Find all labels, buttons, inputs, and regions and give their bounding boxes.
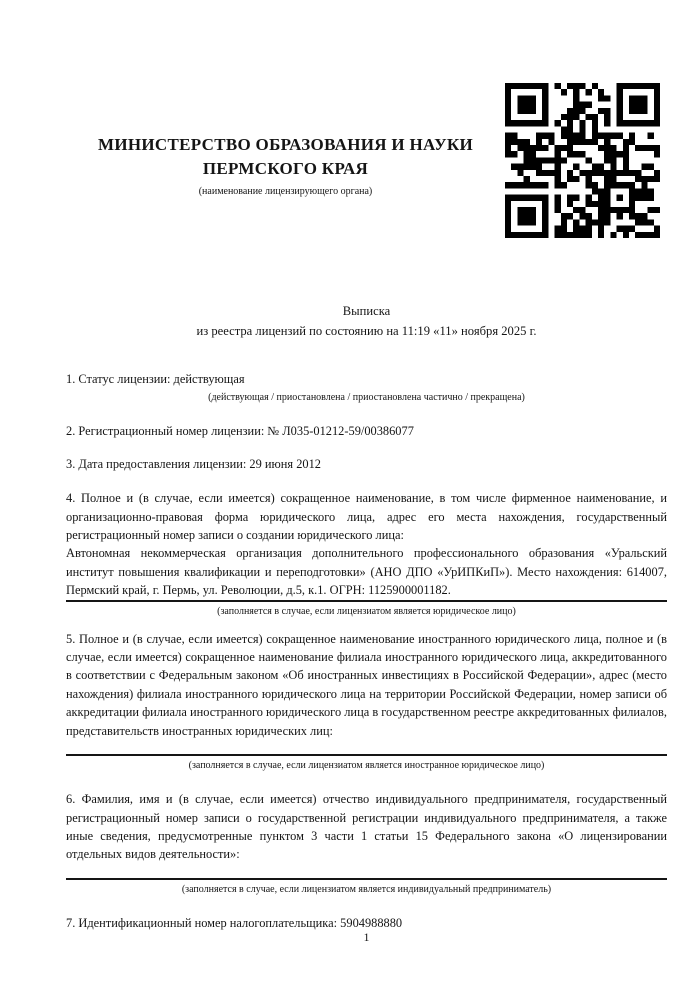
registration-number-item: 2. Регистрационный номер лицензии: № Л035-01212-59/00386077 [66,424,414,439]
entrepreneur-caption: (заполняется в случае, если лицензиатом является индивидуальный предприниматель) [181,883,552,895]
ministry-name-line2: ПЕРМСКОГО КРАЯ [202,159,369,178]
licensing-authority-block [66,133,505,198]
extract-title: Выписка [342,304,391,318]
extract-subtitle: из реестра лицензий по состоянию на 11:19 «11» ноября 2025 г. [196,323,537,338]
ministry-header [66,83,667,238]
foreign-entity-caption: (заполняется в случае, если лицензиатом является иностранное юридическое лицо) [188,760,545,772]
legal-entity-question: 4. Полное и (в случае, если имеется) сокращенное наименование, в том числе фирменное наименование, и организационно-правовая форма юридического лица, адрес его места нахождения, государственный регистрационный номер записи о создании юридического лица: [66,491,667,543]
legal-entity-field-underline [66,600,667,602]
entrepreneur-field-underline [66,878,667,880]
legal-entity-caption: (заполняется в случае, если лицензиатом является юридическое лицо) [217,605,516,617]
entrepreneur-answer [66,864,667,878]
qr-code-icon [505,83,660,238]
entrepreneur-question: 6. Фамилия, имя и (в случае, если имеется) отчество индивидуального предпринимателя, государственный регистрационный номер записи о государственной регистрации индивидуального предпринимателя, а также иные сведения, предусмотренные пунктом 3 части 1 статьи 15 Федерального закона «О лицензировании отдельных видов деятельности»: [66,792,667,862]
status-options-caption: (действующая / приостановлена / приостановлена частично / прекращена) [208,392,525,404]
license-status-text: 1. Статус лицензии: действующая [66,372,245,386]
licensing-authority-caption: (наименование лицензирующего органа) [198,186,373,197]
foreign-entity-field-underline [66,754,667,756]
legal-entity-item [66,489,667,617]
page-number: 1 [363,930,370,944]
ministry-name-line1: МИНИСТЕРСТВО ОБРАЗОВАНИЯ И НАУКИ [97,135,474,154]
qr-code [505,83,660,238]
foreign-entity-item [66,630,667,772]
license-status-item [66,370,667,404]
foreign-entity-answer [66,740,667,754]
entrepreneur-item [66,790,667,896]
grant-date-item: 3. Дата предоставления лицензии: 29 июня 2012 [66,456,322,471]
taxpayer-number-item: 7. Идентификационный номер налогоплательщика: 5904988880 [66,915,403,930]
extract-title-block [66,302,667,341]
legal-entity-answer: Автономная некоммерческая организация дополнительного профессионального образования «Уральский институт повышения квалификации и переподготовки» (АНО ДПО «УрИПКиП»). Место нахождения: 614007, Пермский край, г. Пермь, ул. Революции, д.5, к.1. ОГРН: 1125900001182. [66,546,667,598]
foreign-entity-question: 5. Полное и (в случае, если имеется) сокращенное наименование иностранного юридического лица, полное и (в случае, если имеется) сокращенное наименование филиала иностранного юридического лица, аккредитованного в соответствии с Федеральным законом «Об иностранных инвестициях в Российской Федерации», адрес (место нахождения) филиала иностранного юридического лица на территории Российской Федерации, номер записи об аккредитации филиала иностранного юридического лица в государственном реестре аккредитованных филиалов, представительств иностранных юридических лиц: [66,631,667,738]
